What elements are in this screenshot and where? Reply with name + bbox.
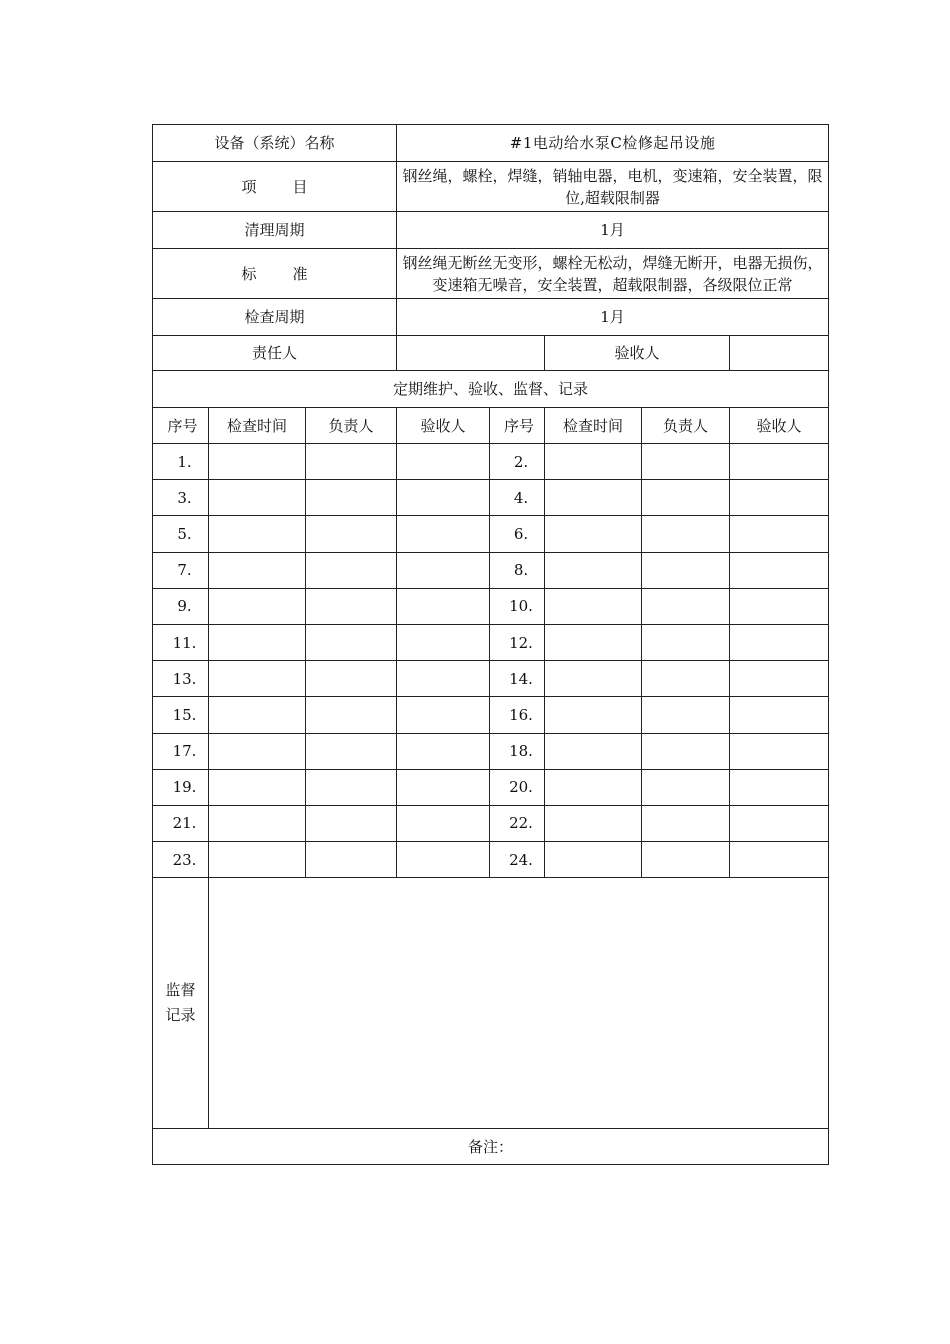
note-row [153, 1129, 829, 1165]
row-acceptor-right[interactable] [730, 697, 829, 733]
row-check-time-left[interactable] [209, 480, 306, 516]
standard-label-char-1: 标 [241, 264, 257, 283]
item-value: 钢丝绳，螺栓，焊缝，销轴电器，电机，变速箱，安全装置，限位,超载限制器 [397, 162, 829, 212]
responsible-field[interactable] [397, 336, 545, 371]
row-check-time-right[interactable] [545, 588, 642, 624]
item-label [153, 162, 397, 212]
row-acceptor-right[interactable] [730, 769, 829, 805]
row-seq-right: 4. [490, 480, 545, 516]
row-acceptor-right[interactable] [730, 842, 829, 878]
row-check-time-right[interactable] [545, 444, 642, 480]
column-header-check-time-right: 检查时间 [545, 408, 642, 444]
row-responsible-right[interactable] [642, 588, 730, 624]
row-seq-right: 16. [490, 697, 545, 733]
row-responsible-right[interactable] [642, 661, 730, 697]
table-row [153, 697, 829, 733]
row-seq-left: 19. [153, 769, 209, 805]
clean-cycle-value: 1月 [397, 212, 829, 249]
column-header-acceptor-left: 验收人 [397, 408, 490, 444]
standard-label-char-2: 准 [292, 264, 308, 283]
table-row [153, 733, 829, 769]
row-check-time-left[interactable] [209, 805, 306, 841]
row-check-time-right[interactable] [545, 516, 642, 552]
item-label-char-1: 项 [241, 177, 257, 196]
row-acceptor-left[interactable] [397, 805, 490, 841]
row-seq-right: 2. [490, 444, 545, 480]
row-seq-left: 17. [153, 733, 209, 769]
row-seq-left: 5. [153, 516, 209, 552]
row-seq-right: 12. [490, 624, 545, 660]
column-header-check-time-left: 检查时间 [209, 408, 306, 444]
acceptor-field[interactable] [730, 336, 829, 371]
row-check-time-right[interactable] [545, 769, 642, 805]
row-seq-left: 21. [153, 805, 209, 841]
check-cycle-label: 检查周期 [153, 299, 397, 336]
row-acceptor-left[interactable] [397, 624, 490, 660]
column-header-seq-right: 序号 [490, 408, 545, 444]
row-check-time-right[interactable] [545, 697, 642, 733]
standard-row [153, 249, 829, 299]
row-responsible-left[interactable] [306, 444, 397, 480]
clean-cycle-label: 清理周期 [153, 212, 397, 249]
check-cycle-value: 1月 [397, 299, 829, 336]
row-responsible-left[interactable] [306, 516, 397, 552]
row-seq-left: 9. [153, 588, 209, 624]
row-seq-right: 8. [490, 552, 545, 588]
column-header-row [153, 408, 829, 444]
inspection-form-table [152, 124, 829, 1165]
row-acceptor-left[interactable] [397, 480, 490, 516]
row-seq-right: 22. [490, 805, 545, 841]
row-acceptor-right[interactable] [730, 805, 829, 841]
row-check-time-left[interactable] [209, 624, 306, 660]
device-name-row [153, 125, 829, 162]
row-check-time-left[interactable] [209, 733, 306, 769]
row-acceptor-left[interactable] [397, 661, 490, 697]
row-responsible-left[interactable] [306, 697, 397, 733]
row-check-time-left[interactable] [209, 661, 306, 697]
row-responsible-left[interactable] [306, 769, 397, 805]
item-row [153, 162, 829, 212]
row-seq-left: 7. [153, 552, 209, 588]
row-responsible-right[interactable] [642, 733, 730, 769]
row-seq-left: 3. [153, 480, 209, 516]
row-check-time-right[interactable] [545, 552, 642, 588]
row-check-time-right[interactable] [545, 805, 642, 841]
row-responsible-right[interactable] [642, 842, 730, 878]
row-responsible-right[interactable] [642, 516, 730, 552]
row-acceptor-right[interactable] [730, 588, 829, 624]
table-row [153, 769, 829, 805]
row-responsible-left[interactable] [306, 624, 397, 660]
row-seq-right: 14. [490, 661, 545, 697]
row-responsible-right[interactable] [642, 444, 730, 480]
row-seq-left: 15. [153, 697, 209, 733]
row-check-time-left[interactable] [209, 588, 306, 624]
supervision-row [153, 878, 829, 1129]
row-acceptor-left[interactable] [397, 697, 490, 733]
row-check-time-left[interactable] [209, 552, 306, 588]
row-check-time-left[interactable] [209, 516, 306, 552]
row-acceptor-right[interactable] [730, 480, 829, 516]
column-header-seq-left: 序号 [153, 408, 209, 444]
column-header-responsible-right: 负责人 [642, 408, 730, 444]
table-row [153, 480, 829, 516]
row-acceptor-right[interactable] [730, 552, 829, 588]
row-responsible-left[interactable] [306, 805, 397, 841]
table-row [153, 516, 829, 552]
table-row [153, 661, 829, 697]
row-check-time-left[interactable] [209, 444, 306, 480]
supervision-label: 监督记录 [165, 981, 196, 1025]
row-responsible-left[interactable] [306, 552, 397, 588]
standard-label [153, 249, 397, 299]
row-acceptor-right[interactable] [730, 444, 829, 480]
row-acceptor-right[interactable] [730, 516, 829, 552]
row-seq-left: 23. [153, 842, 209, 878]
acceptor-label: 验收人 [545, 336, 730, 371]
row-acceptor-right[interactable] [730, 733, 829, 769]
row-check-time-right[interactable] [545, 480, 642, 516]
row-acceptor-left[interactable] [397, 552, 490, 588]
row-check-time-right[interactable] [545, 733, 642, 769]
row-seq-right: 10. [490, 588, 545, 624]
row-responsible-right[interactable] [642, 552, 730, 588]
row-check-time-left[interactable] [209, 697, 306, 733]
row-acceptor-left[interactable] [397, 516, 490, 552]
row-check-time-right[interactable] [545, 624, 642, 660]
supervision-label-cell [153, 878, 209, 1129]
row-responsible-right[interactable] [642, 805, 730, 841]
row-responsible-right[interactable] [642, 480, 730, 516]
item-label-char-2: 目 [292, 177, 308, 196]
row-seq-left: 11. [153, 624, 209, 660]
device-name-label: 设备（系统）名称 [153, 125, 397, 162]
table-row [153, 842, 829, 878]
row-seq-left: 1. [153, 444, 209, 480]
row-seq-right: 6. [490, 516, 545, 552]
device-name-value: #1电动给水泵C检修起吊设施 [397, 125, 829, 162]
table-row [153, 805, 829, 841]
row-responsible-right[interactable] [642, 624, 730, 660]
row-responsible-right[interactable] [642, 769, 730, 805]
responsible-row [153, 336, 829, 371]
row-seq-right: 18. [490, 733, 545, 769]
column-header-responsible-left: 负责人 [306, 408, 397, 444]
column-header-acceptor-right: 验收人 [730, 408, 829, 444]
row-acceptor-right[interactable] [730, 624, 829, 660]
clean-cycle-row [153, 212, 829, 249]
row-acceptor-left[interactable] [397, 769, 490, 805]
row-check-time-right[interactable] [545, 842, 642, 878]
supervision-field[interactable] [209, 878, 829, 1129]
table-row [153, 552, 829, 588]
note-field[interactable]: 备注： [153, 1129, 829, 1165]
row-responsible-left[interactable] [306, 842, 397, 878]
row-acceptor-right[interactable] [730, 661, 829, 697]
table-row [153, 444, 829, 480]
row-responsible-left[interactable] [306, 588, 397, 624]
table-row [153, 588, 829, 624]
row-seq-right: 24. [490, 842, 545, 878]
row-acceptor-left[interactable] [397, 444, 490, 480]
table-row [153, 624, 829, 660]
row-check-time-left[interactable] [209, 842, 306, 878]
row-acceptor-left[interactable] [397, 733, 490, 769]
row-seq-left: 13. [153, 661, 209, 697]
row-acceptor-left[interactable] [397, 842, 490, 878]
row-check-time-right[interactable] [545, 661, 642, 697]
row-responsible-right[interactable] [642, 697, 730, 733]
row-responsible-left[interactable] [306, 733, 397, 769]
responsible-label: 责任人 [153, 336, 397, 371]
section-title-row [153, 371, 829, 408]
row-responsible-left[interactable] [306, 480, 397, 516]
row-seq-right: 20. [490, 769, 545, 805]
section-title: 定期维护、验收、监督、记录 [153, 371, 829, 408]
row-check-time-left[interactable] [209, 769, 306, 805]
standard-value: 钢丝绳无断丝无变形，螺栓无松动，焊缝无断开，电器无损伤，变速箱无噪音，安全装置，超载限制器，各级限位正常 [397, 249, 829, 299]
row-acceptor-left[interactable] [397, 588, 490, 624]
row-responsible-left[interactable] [306, 661, 397, 697]
check-cycle-row [153, 299, 829, 336]
